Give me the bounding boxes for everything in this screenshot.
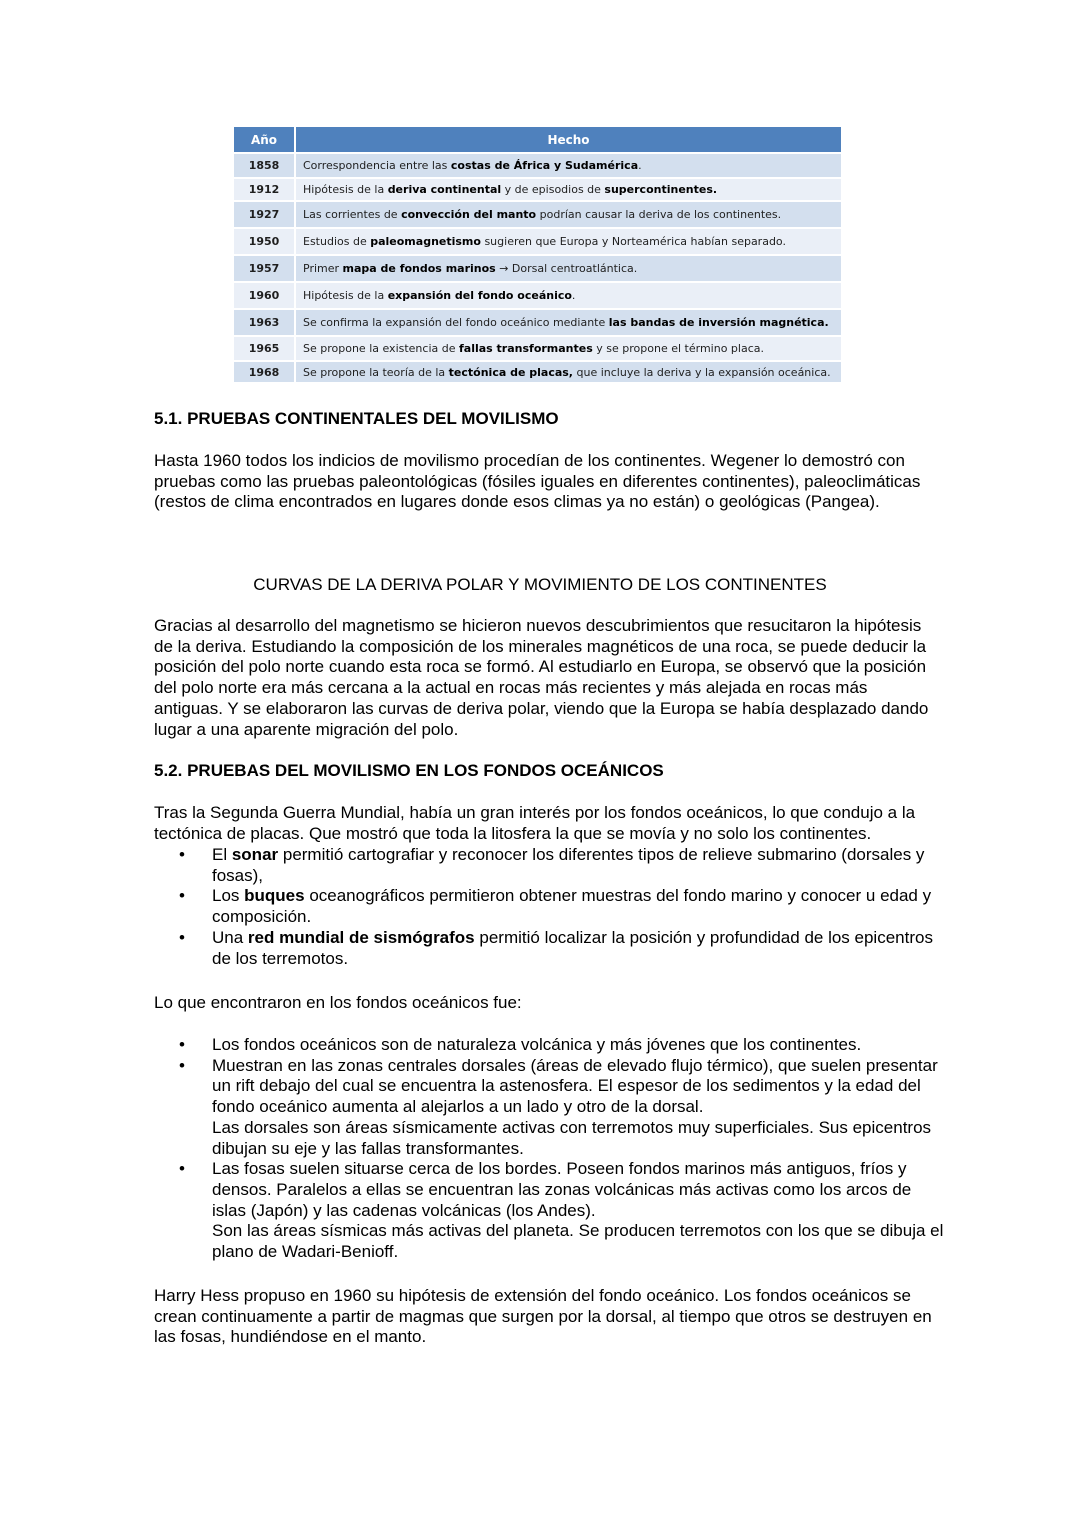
- table-row: [234, 282, 842, 309]
- list-item: • Una red mundial de sismógrafos permitió localizar la posición y profundidad de los epicentros de los terremotos.: [179, 927, 933, 968]
- bullet-icon: •: [179, 886, 185, 906]
- list-item: • El sonar permitió cartografiar y reconocer los diferentes tipos de relieve submarino (dorsales y fosas),: [179, 845, 925, 885]
- section-5-2-heading: 5.2. PRUEBAS DEL MOVILISMO EN LOS FONDOS OCEÁNICOS: [154, 761, 664, 780]
- table-row: [234, 201, 842, 228]
- table-cell-year: 1957: [234, 255, 295, 282]
- table-cell-fact: Hipótesis de la expansión del fondo oceánico.: [295, 282, 842, 309]
- table-cell-year: 1950: [234, 228, 295, 255]
- table-row: [234, 228, 842, 255]
- table-row: [234, 153, 842, 178]
- section-5-2-intro: Tras la Segunda Guerra Mundial, había un gran interés por los fondos oceánicos, lo que condujo a la tectónica de placas. Que mostró que toda la litosfera la que se movía y no solo los continentes.: [154, 803, 916, 843]
- table-cell-fact: Se confirma la expansión del fondo oceánico mediante las bandas de inversión magnética.: [295, 309, 842, 336]
- bullet-icon: •: [179, 1055, 185, 1075]
- table-cell-fact: Estudios de paleomagnetismo sugieren que Europa y Norteamérica habían separado.: [295, 228, 842, 255]
- bullet-icon: •: [179, 845, 185, 864]
- list-item: • Los buques oceanográficos permitieron obtener muestras del fondo marino y conocer u edad y composición.: [179, 886, 932, 927]
- polar-drift-paragraph: Gracias al desarrollo del magnetismo se hicieron nuevos descubrimientos que resucitaron la hipótesis de la deriva. Estudiando la composición de los minerales magnéticos de una roca, se puede deducir la posición del polo norte cuando esta roca se formó. Al estudiarlo en Europa, se observó que la posición del polo norte era más cercana a la actual en rocas más recientes y más alejada en rocas más antiguas. Y se elaboraron las curvas de deriva polar, viendo que la Europa se había desplazado dando lugar a una aparente migración del polo.: [154, 616, 929, 739]
- column-header-year: Año: [234, 127, 295, 153]
- bullet-icon: •: [179, 927, 185, 947]
- section-5-1-heading: 5.1. PRUEBAS CONTINENTALES DEL MOVILISMO: [154, 409, 559, 428]
- table-cell-year: 1963: [234, 309, 295, 336]
- table-row: [234, 178, 842, 201]
- table-cell-year: 1965: [234, 336, 295, 361]
- table-cell-fact: Correspondencia entre las costas de África y Sudamérica.: [295, 153, 842, 178]
- table-cell-year: 1912: [234, 178, 295, 201]
- table-cell-year: 1960: [234, 282, 295, 309]
- table-body: [234, 153, 842, 383]
- list-item: • Muestran en las zonas centrales dorsales (áreas de elevado flujo térmico), que suelen presentar un rift debajo del cual se encuentra la astenosfera. El espesor de los sedimentos y la edad del fondo oceánico aumenta al alejarlos a un lado y otro de la dorsal. Las dorsales son áreas sísmicamente activas con terremotos muy superficiales. Sus epicentros dibujan su eje y las fallas transformantes.: [179, 1055, 938, 1158]
- hess-paragraph: Harry Hess propuso en 1960 su hipótesis de extensión del fondo oceánico. Los fondos oceánicos se crean continuamente a partir de magmas que surgen por la dorsal, al tiempo que otros se destruyen en las fosas, hundiéndose en el manto.: [154, 1286, 932, 1347]
- table-row: [234, 361, 842, 383]
- table-row: [234, 309, 842, 336]
- table-cell-year: 1858: [234, 153, 295, 178]
- findings-intro: Lo que encontraron en los fondos oceánicos fue:: [154, 993, 522, 1012]
- list-item: • Los fondos oceánicos son de naturaleza volcánica y más jóvenes que los continentes.: [179, 1035, 862, 1054]
- table-cell-fact: Hipótesis de la deriva continental y de episodios de supercontinentes.: [295, 178, 842, 201]
- table-row: [234, 255, 842, 282]
- table-cell-fact: Se propone la existencia de fallas transformantes y se propone el término placa.: [295, 336, 842, 361]
- history-table: [234, 127, 843, 384]
- table-cell-year: 1927: [234, 201, 295, 228]
- list-item: • Las fosas suelen situarse cerca de los bordes. Poseen fondos marinos más antiguos, fríos y densos. Paralelos a ellas se encuentran las zonas volcánicas más activas como los arcos de islas (Japón) y las cadenas volcánicas (los Andes). Son las áreas sísmicas más activas del planeta. Se producen terremotos con los que se dibuja el plano de Wadari-Benioff.: [179, 1159, 944, 1262]
- table-cell-year: 1968: [234, 361, 295, 383]
- table-cell-fact: Las corrientes de convección del manto podrían causar la deriva de los continentes.: [295, 201, 842, 228]
- table-header-row: [234, 127, 842, 153]
- table-cell-fact: Se propone la teoría de la tectónica de placas, que incluye la deriva y la expansión oceánica.: [295, 361, 842, 383]
- bullet-icon: •: [179, 1035, 185, 1054]
- survey-tools-list: [154, 845, 944, 969]
- table-cell-fact: Primer mapa de fondos marinos → Dorsal centroatlántica.: [295, 255, 842, 282]
- findings-list: [154, 1035, 944, 1263]
- polar-drift-subtitle: CURVAS DE LA DERIVA POLAR Y MOVIMIENTO DE LOS CONTINENTES: [253, 575, 827, 594]
- table-row: [234, 336, 842, 361]
- section-5-1-paragraph: Hasta 1960 todos los indicios de movilismo procedían de los continentes. Wegener lo demostró con pruebas como las pruebas paleontológicas (fósiles iguales en diferentes continentes), paleoclimáticas (restos de clima encontrados en lugares donde esos climas ya no están) o geológicas (Pangea).: [154, 451, 921, 512]
- column-header-fact: Hecho: [295, 127, 842, 153]
- bullet-icon: •: [179, 1159, 185, 1179]
